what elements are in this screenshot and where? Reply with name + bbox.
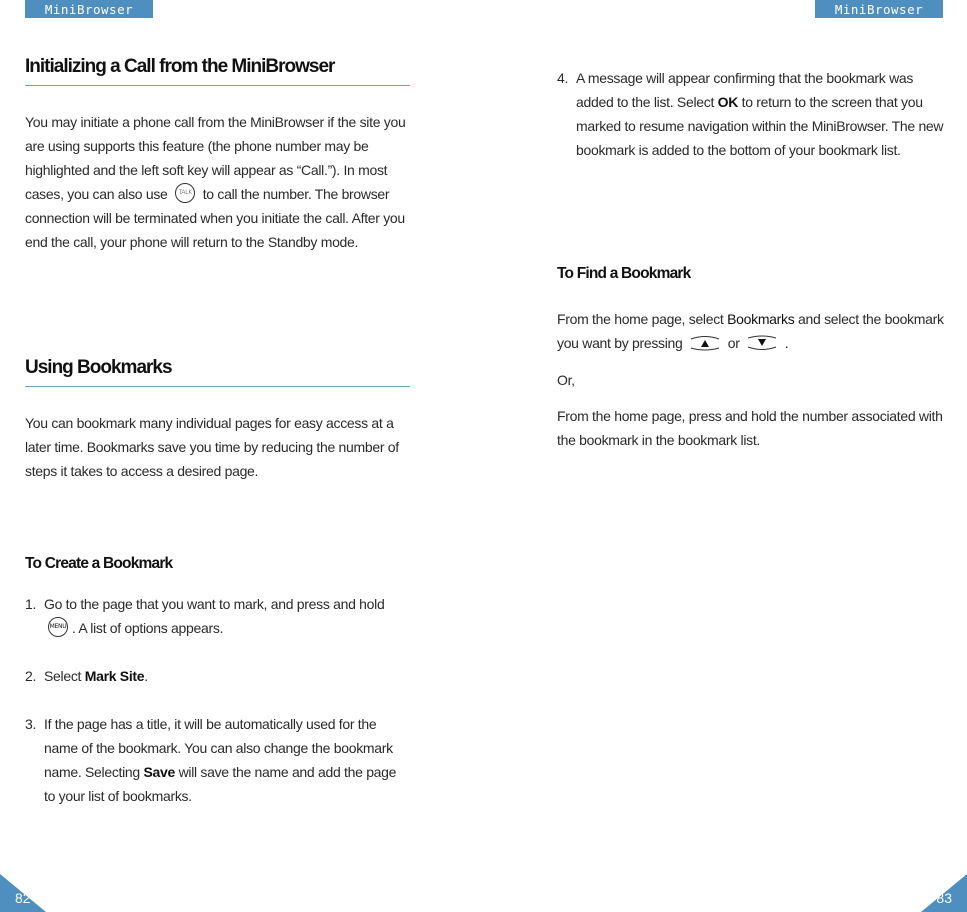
find-bookmark-paragraph [557, 307, 947, 355]
section-divider [25, 85, 410, 86]
paragraph-text: You may initiate a phone call from the MiniBrowser if the site you are using supports this feature (the phone number may be highlighted and the left soft key will appear as “Call.”). In most cases, you can also use [25, 114, 406, 202]
paragraph-text: . [784, 335, 789, 351]
section-title-using-bookmarks: Using Bookmarks [25, 357, 172, 378]
list-item-number: 1. [25, 596, 37, 612]
section-divider [25, 386, 410, 387]
subsection-title-find-bookmark: To Find a Bookmark [557, 265, 691, 282]
list-item-text: to return to the screen that you marked to resume navigation within the MiniBrowser. The new bookmark is added to the bottom of your bookmark list. [576, 94, 944, 158]
down-nav-key-icon [746, 334, 778, 350]
list-item-text: Go to the page that you want to mark, and press and hold [44, 596, 385, 612]
list-item-number: 4. [557, 70, 569, 86]
up-nav-key-icon [689, 334, 721, 350]
list-item-text: Select [44, 668, 82, 684]
header-tab-right: MiniBrowser [815, 0, 943, 18]
paragraph-text: to call the number. The browser connection will be terminated when you initiate the call. After you end the call, your phone will return to the Standby mode. [25, 186, 405, 250]
paragraph-text: From the home page, select [557, 311, 724, 327]
menu-key-icon: MENU [48, 617, 68, 637]
list-item [25, 712, 410, 808]
list-item [557, 66, 947, 162]
menu-option-save: Save [143, 764, 175, 780]
list-item-number: 3. [25, 716, 37, 732]
section-title-initializing-call: Initializing a Call from the MiniBrowser [25, 56, 335, 77]
talk-key-icon: TALK [175, 183, 195, 203]
find-by-number-paragraph: From the home page, press and hold the number associated with the bookmark in the bookmark list. [557, 408, 943, 448]
list-item [25, 592, 410, 640]
initializing-call-paragraph [25, 110, 410, 254]
paragraph-text: or [727, 335, 740, 351]
list-item-text: A message will appear confirming that the bookmark was added to the list. Select [576, 70, 914, 110]
list-item [25, 664, 410, 688]
list-item-text: . A list of options appears. [72, 620, 224, 636]
menu-option-bookmarks: Bookmarks [727, 311, 795, 327]
or-paragraph: Or, [557, 372, 575, 388]
list-item-text: . [144, 668, 148, 684]
header-tab-left: MiniBrowser [25, 0, 153, 18]
softkey-ok: OK [717, 94, 739, 110]
list-item-text: If the page has a title, it will be automatically used for the name of the bookmark. You can also change the bookmark name. Selecting [44, 716, 393, 780]
menu-option-mark-site: Mark Site [84, 668, 145, 684]
subsection-title-create-bookmark: To Create a Bookmark [25, 555, 173, 572]
list-item-number: 2. [25, 668, 37, 684]
page-number-left: 82 [15, 890, 31, 906]
using-bookmarks-paragraph: You can bookmark many individual pages for easy access at a later time. Bookmarks save you time by reducing the number of steps it takes to access a desired page. [25, 415, 399, 479]
list-item-text: will save the name and add the page to your list of bookmarks. [44, 764, 397, 804]
paragraph-text: and select the bookmark you want by pressing [557, 311, 944, 351]
page-number-right: 83 [936, 890, 952, 906]
